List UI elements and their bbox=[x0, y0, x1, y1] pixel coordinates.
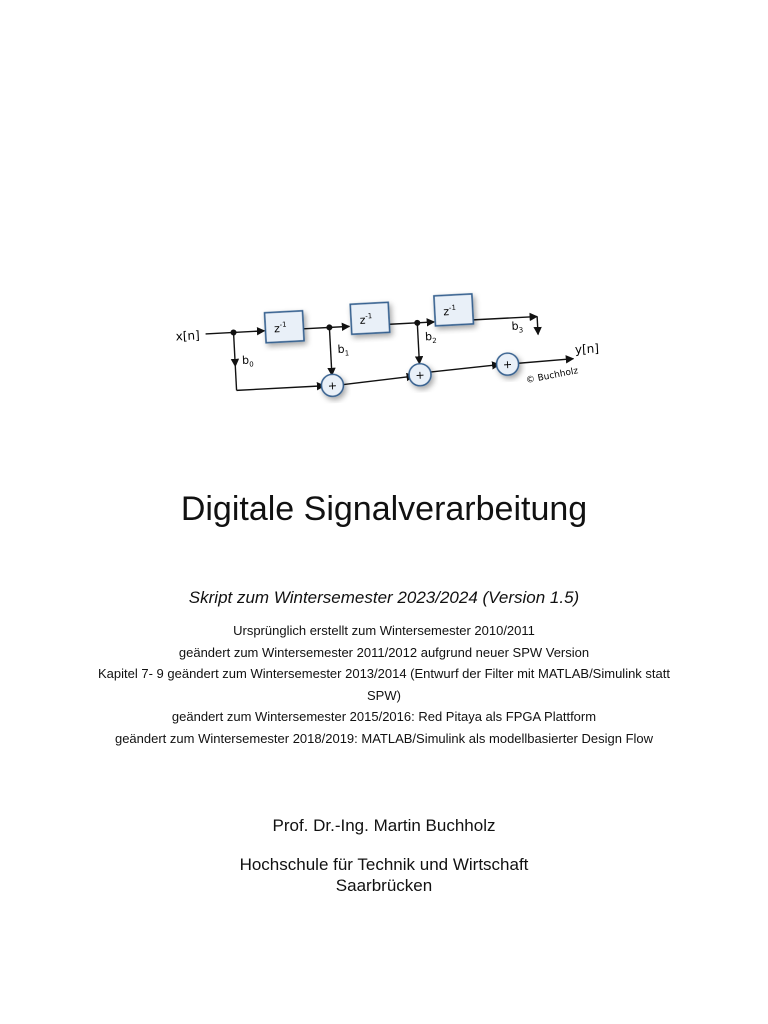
author-name: Prof. Dr.-Ing. Martin Buchholz bbox=[272, 816, 496, 835]
institution-city: Saarbrücken bbox=[335, 876, 433, 895]
branch-dot bbox=[230, 329, 236, 335]
institution-name: Hochschule für Technik und Wirtschaft bbox=[239, 855, 529, 874]
input-label: x[n] bbox=[175, 328, 201, 344]
adder-symbol: + bbox=[502, 357, 513, 372]
adder-symbol: + bbox=[415, 368, 425, 382]
institution bbox=[0, 854, 768, 896]
branch-dot bbox=[326, 324, 332, 330]
delay-label: $z^{-1}$ bbox=[273, 320, 287, 336]
document-title: Digitale Signalverarbeitung bbox=[180, 490, 588, 528]
history-line: Ursprünglich erstellt zum Wintersemester 2010/2011 bbox=[233, 623, 535, 638]
revision-history bbox=[90, 620, 678, 749]
history-line: geändert zum Wintersemester 2015/2016: Red Pitaya als FPGA Plattform bbox=[171, 709, 597, 724]
delay-label: $z^{-1}$ bbox=[359, 312, 373, 327]
adder-symbol: + bbox=[327, 379, 338, 393]
history-line: Kapitel 7- 9 geändert zum Wintersemester 2013/2014 (Entwurf der Filter mit MATLAB/Simulink statt SPW) bbox=[98, 666, 670, 703]
coefficient-b2: $b_2$ bbox=[424, 330, 437, 346]
coefficient-b0: $b_0$ bbox=[241, 353, 254, 369]
copyright-label: © Buchholz bbox=[525, 366, 580, 387]
history-line: geändert zum Wintersemester 2011/2012 aufgrund neuer SPW Version bbox=[178, 644, 590, 660]
coefficient-b1: $b_1$ bbox=[337, 342, 350, 358]
history-line: geändert zum Wintersemester 2018/2019: MATLAB/Simulink als modellbasierter Design Flow bbox=[114, 730, 654, 746]
output-label: y[n] bbox=[574, 341, 600, 357]
branch-dot bbox=[414, 320, 420, 326]
delay-label: $z^{-1}$ bbox=[443, 303, 457, 319]
document-subtitle: Skript zum Wintersemester 2023/2024 (Version 1.5) bbox=[188, 588, 580, 607]
coefficient-b3: $b_3$ bbox=[511, 319, 524, 335]
fir-filter-diagram bbox=[170, 262, 620, 412]
